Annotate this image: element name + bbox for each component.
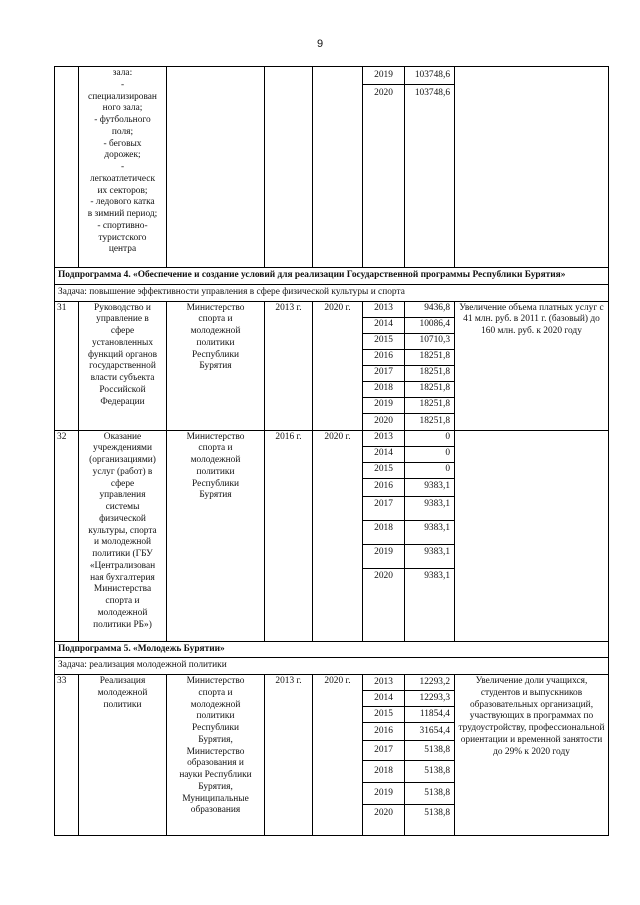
text-line: государственной bbox=[89, 361, 156, 372]
value: 18251,8 bbox=[405, 398, 454, 414]
text-line: Реализация bbox=[99, 676, 146, 686]
subprogram-row bbox=[55, 641, 609, 658]
text-line: туристского bbox=[98, 232, 147, 243]
value: 9383,1 bbox=[405, 521, 454, 545]
text-line: и молодежной bbox=[93, 537, 152, 548]
year: 2017 bbox=[363, 497, 404, 521]
executor-lines bbox=[169, 676, 262, 817]
program-table bbox=[54, 66, 608, 836]
year: 2017 bbox=[363, 741, 404, 761]
cell-values bbox=[405, 67, 455, 268]
text-line: Руководство и bbox=[94, 302, 151, 313]
text-line: дорожек; bbox=[104, 150, 141, 161]
value: 18251,8 bbox=[405, 366, 454, 382]
text-line: спорта и bbox=[198, 443, 233, 454]
text-line: образования bbox=[190, 805, 241, 816]
value: 10710,3 bbox=[405, 334, 454, 350]
value: 18251,8 bbox=[405, 350, 454, 366]
cell-name bbox=[79, 675, 167, 836]
year: 2015 bbox=[363, 707, 404, 723]
year: 2015 bbox=[363, 334, 404, 350]
cell-values bbox=[405, 301, 455, 430]
text-line: политики (ГБУ bbox=[92, 549, 153, 559]
year: 2019 bbox=[363, 67, 404, 85]
task-row bbox=[55, 658, 609, 675]
year: 2019 bbox=[363, 398, 404, 414]
text-line: (организациями) bbox=[89, 455, 156, 465]
cell-executor bbox=[167, 67, 265, 268]
text-line: спорта и bbox=[198, 687, 233, 698]
task-4: Задача: повышение эффективности управления в сфере физической культуры и спорта bbox=[55, 284, 609, 301]
cell-executor bbox=[167, 430, 265, 641]
text-line: их секторов; bbox=[97, 185, 148, 196]
subprogram-row bbox=[55, 268, 609, 285]
year: 2013 bbox=[363, 675, 404, 691]
cell-num bbox=[55, 67, 79, 268]
text-line: молодежной bbox=[97, 687, 148, 698]
text-line: ного зала; bbox=[102, 103, 143, 114]
text-line: учреждениями bbox=[93, 443, 152, 454]
text-line: Бурятия, bbox=[198, 734, 233, 745]
value: 5138,8 bbox=[405, 783, 454, 805]
text-line: политики bbox=[196, 337, 235, 348]
cell-result: Увеличение объема платных услуг с 41 млн. руб. в 2011 г. (базовый) до 160 млн. руб. к 2020 году bbox=[455, 301, 609, 430]
year: 2016 bbox=[363, 723, 404, 741]
executor-lines bbox=[169, 432, 262, 503]
text-line: зала: bbox=[112, 68, 133, 78]
year: 2017 bbox=[363, 366, 404, 382]
text-line: политики bbox=[196, 466, 235, 477]
year: 2019 bbox=[363, 783, 404, 805]
text-line: политики РБ») bbox=[93, 619, 152, 630]
year: 2016 bbox=[363, 479, 404, 497]
year: 2016 bbox=[363, 350, 404, 366]
text-line: Министерство bbox=[186, 431, 245, 442]
year: 2018 bbox=[363, 521, 404, 545]
value: 103748,6 bbox=[414, 88, 450, 98]
text-line: сфере bbox=[110, 478, 135, 489]
value: 9383,1 bbox=[405, 497, 454, 521]
text-line: Муниципальные bbox=[182, 793, 249, 804]
text-line: Бурятия, bbox=[198, 781, 233, 792]
name-lines bbox=[81, 676, 164, 711]
value: 31654,4 bbox=[405, 723, 454, 741]
table-row-continued bbox=[55, 67, 609, 268]
cell-executor bbox=[167, 675, 265, 836]
text-line: в зимний период; bbox=[87, 209, 158, 219]
year: 2013 bbox=[363, 302, 404, 318]
year: 2014 bbox=[363, 447, 404, 463]
task-row bbox=[55, 284, 609, 301]
cell-end: 2020 г. bbox=[313, 675, 363, 836]
text-line: - bbox=[120, 162, 125, 172]
cell-num: 33 bbox=[55, 675, 79, 836]
table-row bbox=[55, 430, 609, 641]
table-row bbox=[55, 675, 609, 836]
value: 0 bbox=[405, 431, 454, 447]
name-lines bbox=[81, 303, 164, 409]
cell-name bbox=[79, 301, 167, 430]
text-line: - bbox=[120, 79, 125, 90]
value: 5138,8 bbox=[405, 741, 454, 761]
value: 11854,4 bbox=[405, 707, 454, 723]
year: 2015 bbox=[363, 463, 404, 479]
text-line: Министерство bbox=[186, 302, 245, 313]
subprogram-4-title: Подпрограмма 4. «Обеспечение и создание условий для реализации Государственной программы Республики Бурятия» bbox=[55, 268, 609, 285]
executor-lines bbox=[169, 303, 262, 374]
text-line: специализирован bbox=[88, 91, 157, 102]
value: 18251,8 bbox=[405, 382, 454, 398]
cell-start bbox=[265, 67, 313, 268]
year: 2020 bbox=[374, 415, 393, 426]
subprogram-5-title: Подпрограмма 5. «Молодежь Бурятии» bbox=[55, 641, 609, 658]
cell-executor bbox=[167, 301, 265, 430]
cell-values bbox=[405, 430, 455, 641]
cell-values bbox=[405, 675, 455, 836]
text-line: науки Республики bbox=[179, 770, 252, 780]
cell-end bbox=[313, 67, 363, 268]
value: 9436,8 bbox=[405, 302, 454, 318]
text-line: услуг (работ) в bbox=[92, 466, 153, 477]
text-line: Российской bbox=[99, 384, 146, 395]
cell-years bbox=[363, 301, 405, 430]
text-line: «Централизован bbox=[89, 560, 156, 571]
page-number: 9 bbox=[316, 38, 324, 50]
text-line: функций органов bbox=[87, 349, 157, 360]
value: 12293,2 bbox=[405, 675, 454, 691]
text-line: - беговых bbox=[103, 138, 142, 149]
value: 5138,8 bbox=[405, 761, 454, 783]
value: 10086,4 bbox=[405, 318, 454, 334]
cell-result bbox=[455, 430, 609, 641]
text-line: Республики bbox=[191, 349, 240, 360]
task-5: Задача: реализация молодежной политики bbox=[55, 658, 609, 675]
text-line: Бурятия bbox=[199, 490, 232, 501]
year: 2018 bbox=[363, 382, 404, 398]
cell-num: 32 bbox=[55, 430, 79, 641]
year: 2020 bbox=[374, 570, 393, 581]
text-line: Республики bbox=[191, 723, 240, 733]
cell-start: 2016 г. bbox=[265, 430, 313, 641]
text-line: спорта и bbox=[105, 596, 140, 606]
cell-name bbox=[79, 67, 167, 268]
value: 5138,8 bbox=[424, 808, 450, 818]
text-line: Министерство bbox=[186, 676, 245, 686]
cell-end: 2020 г. bbox=[313, 301, 363, 430]
year: 2018 bbox=[363, 761, 404, 783]
year: 2013 bbox=[363, 431, 404, 447]
text-line: власти субъекта bbox=[90, 373, 155, 383]
text-line: управления bbox=[99, 490, 146, 501]
text-line: культуры, спорта bbox=[88, 525, 157, 536]
text-line: сфере bbox=[110, 326, 135, 336]
cell-years bbox=[363, 67, 405, 268]
text-line: Министерство bbox=[186, 746, 245, 757]
value: 9383,1 bbox=[405, 545, 454, 569]
text-line: поля; bbox=[111, 126, 134, 137]
text-line: центра bbox=[108, 244, 137, 255]
cell-end: 2020 г. bbox=[313, 430, 363, 641]
year: 2020 bbox=[374, 88, 393, 98]
cell-years bbox=[363, 675, 405, 836]
text-line: - футбольного bbox=[94, 115, 151, 125]
year: 2014 bbox=[363, 691, 404, 707]
cell-years bbox=[363, 430, 405, 641]
text-line: - спортивно- bbox=[97, 220, 148, 231]
text-line: ная бухгалтерия bbox=[90, 572, 155, 583]
text-line: системы bbox=[105, 502, 140, 512]
text-line: молодежной bbox=[190, 455, 241, 465]
cell-num: 31 bbox=[55, 301, 79, 430]
text-line: молодежной bbox=[97, 607, 148, 618]
cell-result bbox=[455, 67, 609, 268]
value: 12293,3 bbox=[405, 691, 454, 707]
cell-name bbox=[79, 430, 167, 641]
text-line: Министерства bbox=[93, 584, 152, 595]
text-line: - ледового катка bbox=[90, 197, 155, 208]
value: 103748,6 bbox=[405, 67, 454, 85]
text-line: установленных bbox=[91, 337, 154, 348]
text-line: политики bbox=[103, 699, 142, 710]
cell-start: 2013 г. bbox=[265, 675, 313, 836]
value: 0 bbox=[405, 447, 454, 463]
text-line: молодежной bbox=[190, 326, 241, 336]
text-line: образования и bbox=[187, 758, 244, 769]
year: 2020 bbox=[374, 808, 393, 818]
text-line: Федерации bbox=[100, 396, 145, 407]
text-line: молодежной bbox=[190, 699, 241, 710]
text-line: Республики bbox=[191, 478, 240, 489]
table-row bbox=[55, 301, 609, 430]
value: 9383,1 bbox=[424, 570, 450, 581]
value: 0 bbox=[405, 463, 454, 479]
text-line: Бурятия bbox=[199, 361, 232, 372]
value: 18251,8 bbox=[419, 415, 450, 426]
year: 2014 bbox=[363, 318, 404, 334]
text-line: политики bbox=[196, 711, 235, 722]
text-line: Оказание bbox=[103, 431, 142, 442]
year: 2019 bbox=[363, 545, 404, 569]
text-line: управление в bbox=[96, 314, 149, 325]
text-line: спорта и bbox=[198, 314, 233, 325]
name-lines bbox=[81, 432, 164, 632]
text-line: физической bbox=[99, 513, 146, 524]
cell-start: 2013 г. bbox=[265, 301, 313, 430]
value: 9383,1 bbox=[405, 479, 454, 497]
text-line: легкоатлетическ bbox=[89, 173, 155, 184]
cell-result: Увеличение доли учащихся, студентов и выпускников образовательных организаций, участвующих в программах по трудоустройству, профессиональной ориентации и временной занятости до 29% к 2020 году bbox=[455, 675, 609, 836]
name-lines bbox=[81, 68, 164, 256]
